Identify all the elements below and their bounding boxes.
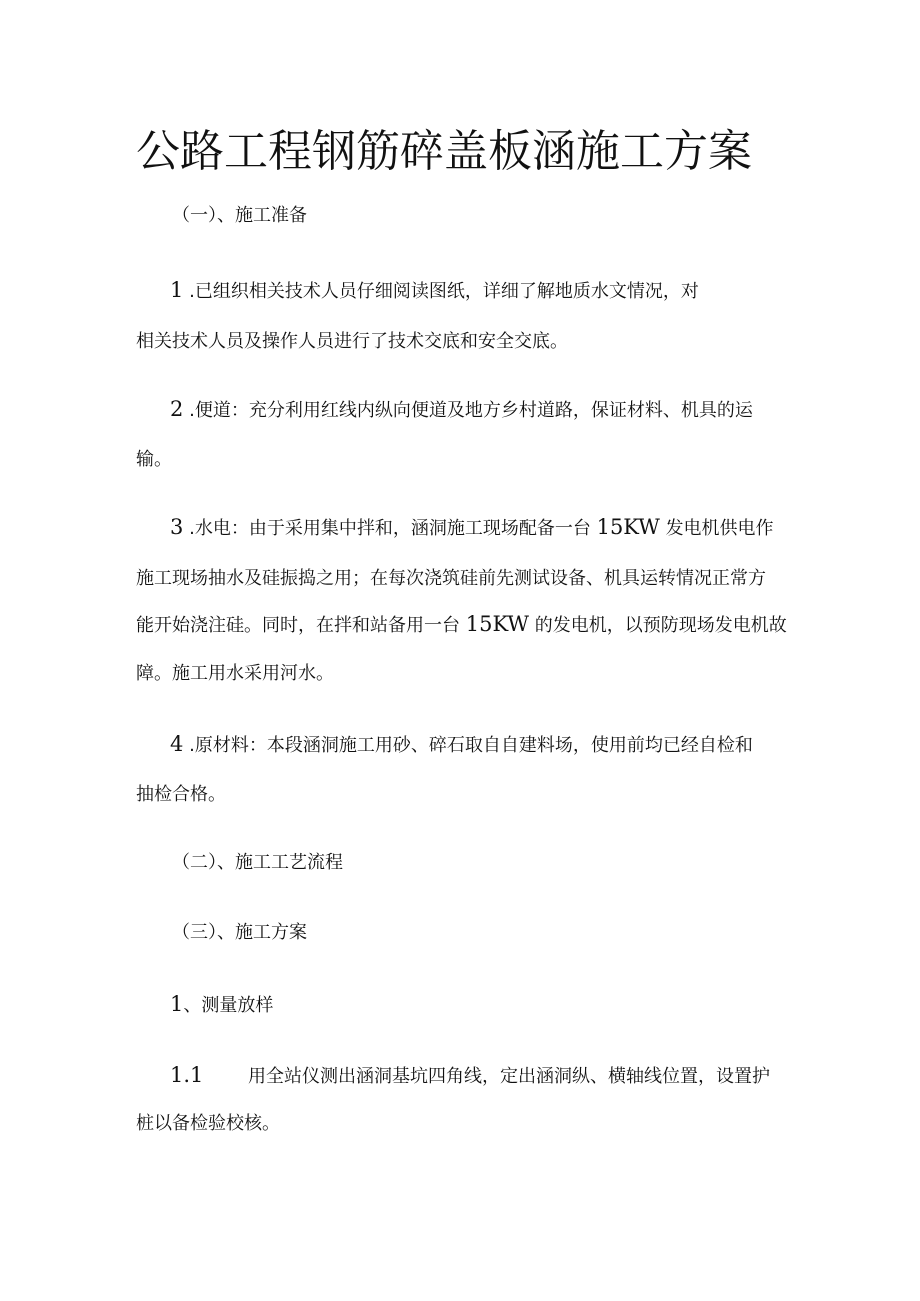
subsection-1-1-line-2: 桩以备检验校核。 (136, 1113, 280, 1134)
paragraph-3-text-a: .水电：由于采用集中拌和，涵洞施工现场配备一台 (189, 518, 591, 539)
paragraph-3-number: 3 (170, 515, 184, 539)
paragraph-4-text: .原材料：本段涵洞施工用砂、碎石取自自建料场，使用前均已经自检和 (189, 735, 753, 756)
subsection-1-heading (170, 991, 273, 1019)
paragraph-1-line-1 (170, 277, 699, 305)
subsection-1-1-line-1 (170, 1062, 770, 1090)
paragraph-2-text: .便道：充分利用红线内纵向便道及地方乡村道路，保证材料、机具的运 (189, 400, 753, 421)
paragraph-3-power-rating: 15KW (596, 515, 660, 539)
paragraph-4-line-1 (170, 731, 753, 759)
paragraph-3-line-3-text-b: 的发电机，以预防现场发电机故 (534, 615, 787, 636)
paragraph-3-line-1 (170, 514, 774, 542)
paragraph-2-line-2: 输。 (136, 449, 172, 470)
paragraph-3-line-3 (136, 611, 787, 639)
paragraph-1-line-2: 相关技术人员及操作人员进行了技术交底和安全交底。 (136, 331, 568, 352)
subsection-1-number: 1 (170, 992, 184, 1016)
paragraph-3-text-b: 发电机供电作 (665, 518, 774, 539)
paragraph-3-line-4: 障。施工用水采用河水。 (136, 663, 334, 684)
paragraph-1-text: .已组织相关技术人员仔细阅读图纸，详细了解地质水文情况，对 (189, 281, 699, 302)
document-title: 公路工程钢筋碎盖板涵施工方案 (136, 126, 752, 177)
paragraph-2-line-1 (170, 396, 753, 424)
subsection-1-1-text: 用全站仪测出涵洞基坑四角线，定出涵洞纵、横轴线位置，设置护 (248, 1066, 770, 1087)
subsection-1-label: 、测量放样 (183, 995, 274, 1016)
paragraph-2-number: 2 (170, 397, 184, 421)
paragraph-3-line-2: 施工现场抽水及硅振捣之用；在每次浇筑硅前先测试设备、机具运转情况正常方 (136, 568, 766, 589)
section-heading-construction-plan: （三）、施工方案 (172, 922, 307, 943)
paragraph-3-line-3-power-rating: 15KW (465, 612, 529, 636)
paragraph-1-number: 1 (170, 278, 184, 302)
subsection-1-1-number: 1.1 (170, 1063, 204, 1087)
section-heading-process-flow: （二）、施工工艺流程 (172, 852, 343, 873)
paragraph-4-line-2: 抽检合格。 (136, 784, 226, 805)
paragraph-3-line-3-text-a: 能开始浇注硅。同时，在拌和站备用一台 (136, 615, 460, 636)
section-heading-preparation: （一）、施工准备 (172, 205, 307, 226)
paragraph-4-number: 4 (170, 732, 184, 756)
